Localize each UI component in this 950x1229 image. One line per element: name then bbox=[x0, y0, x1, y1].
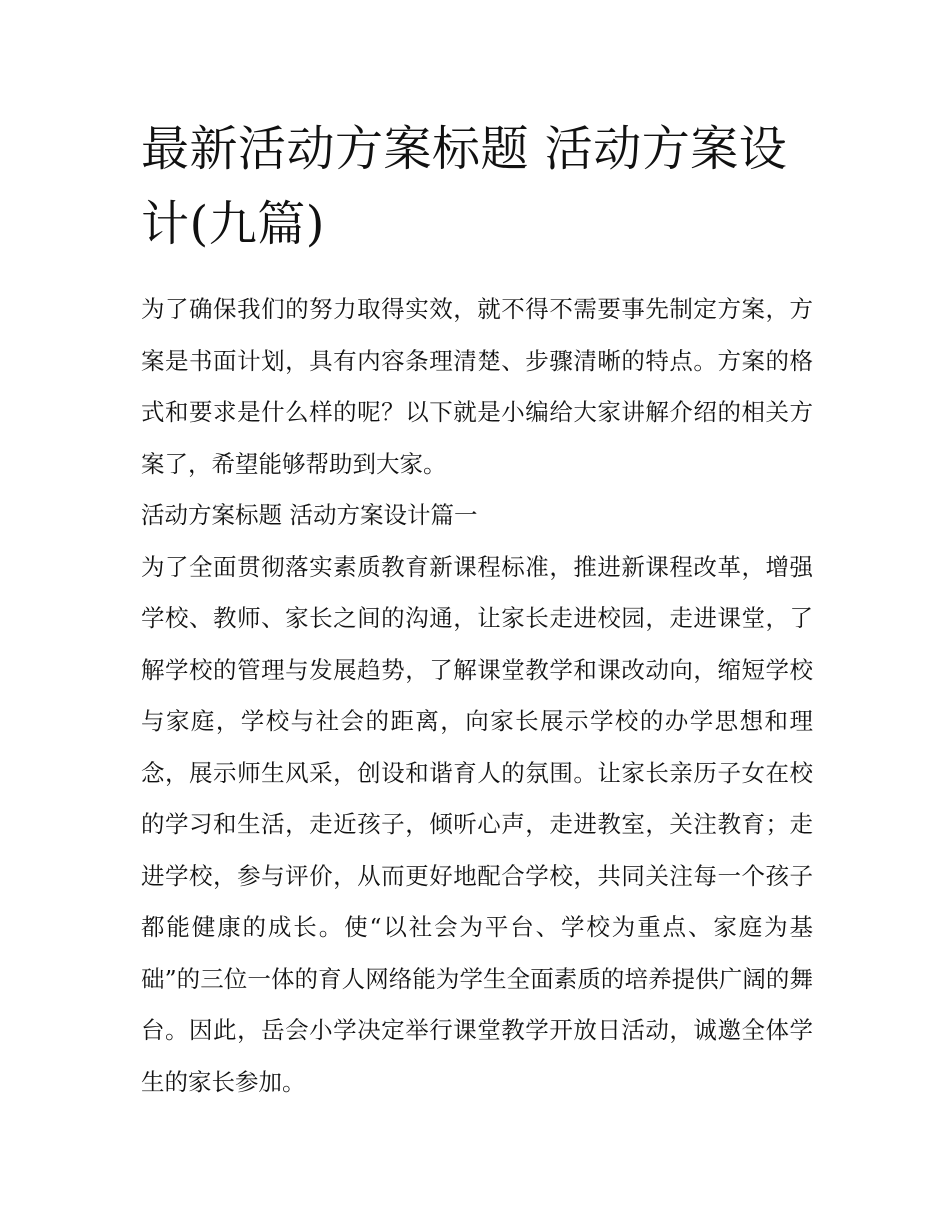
section-body-paragraph: 为了全面贯彻落实素质教育新课程标准，推进新课程改革，增强学校、教师、家长之间的沟通，让家长走进校园，走进课堂，了解学校的管理与发展趋势，了解课堂教学和课改动向，缩短学校与家庭，学校与社会的距离，向家长展示学校的办学思想和理念，展示师生风采，创设和谐育人的氛围。让家长亲历子女在校的学习和生活，走近孩子，倾听心声，走进教室，关注教育；走进学校，参与评价，从而更好地配合学校，共同关注每一个孩子都能健康的成长。使“以社会为平台、学校为重点、家庭为基础”的三位一体的育人网络能为学生全面素质的培养提供广阔的舞台。因此，岳会小学决定举行课堂教学开放日活动，诚邀全体学生的家长参加。 bbox=[141, 552, 813, 1096]
document-title: 最新活动方案标题 活动方案设计(九篇) bbox=[141, 121, 788, 252]
section-heading: 活动方案标题 活动方案设计篇一 bbox=[141, 501, 478, 529]
intro-paragraph: 为了确保我们的努力取得实效，就不得不需要事先制定方案，方案是书面计划，具有内容条理清楚、步骤清晰的特点。方案的格式和要求是什么样的呢？以下就是小编给大家讲解介绍的相关方案了，希望能够帮助到大家。 bbox=[141, 295, 813, 478]
document-content bbox=[141, 112, 813, 1108]
